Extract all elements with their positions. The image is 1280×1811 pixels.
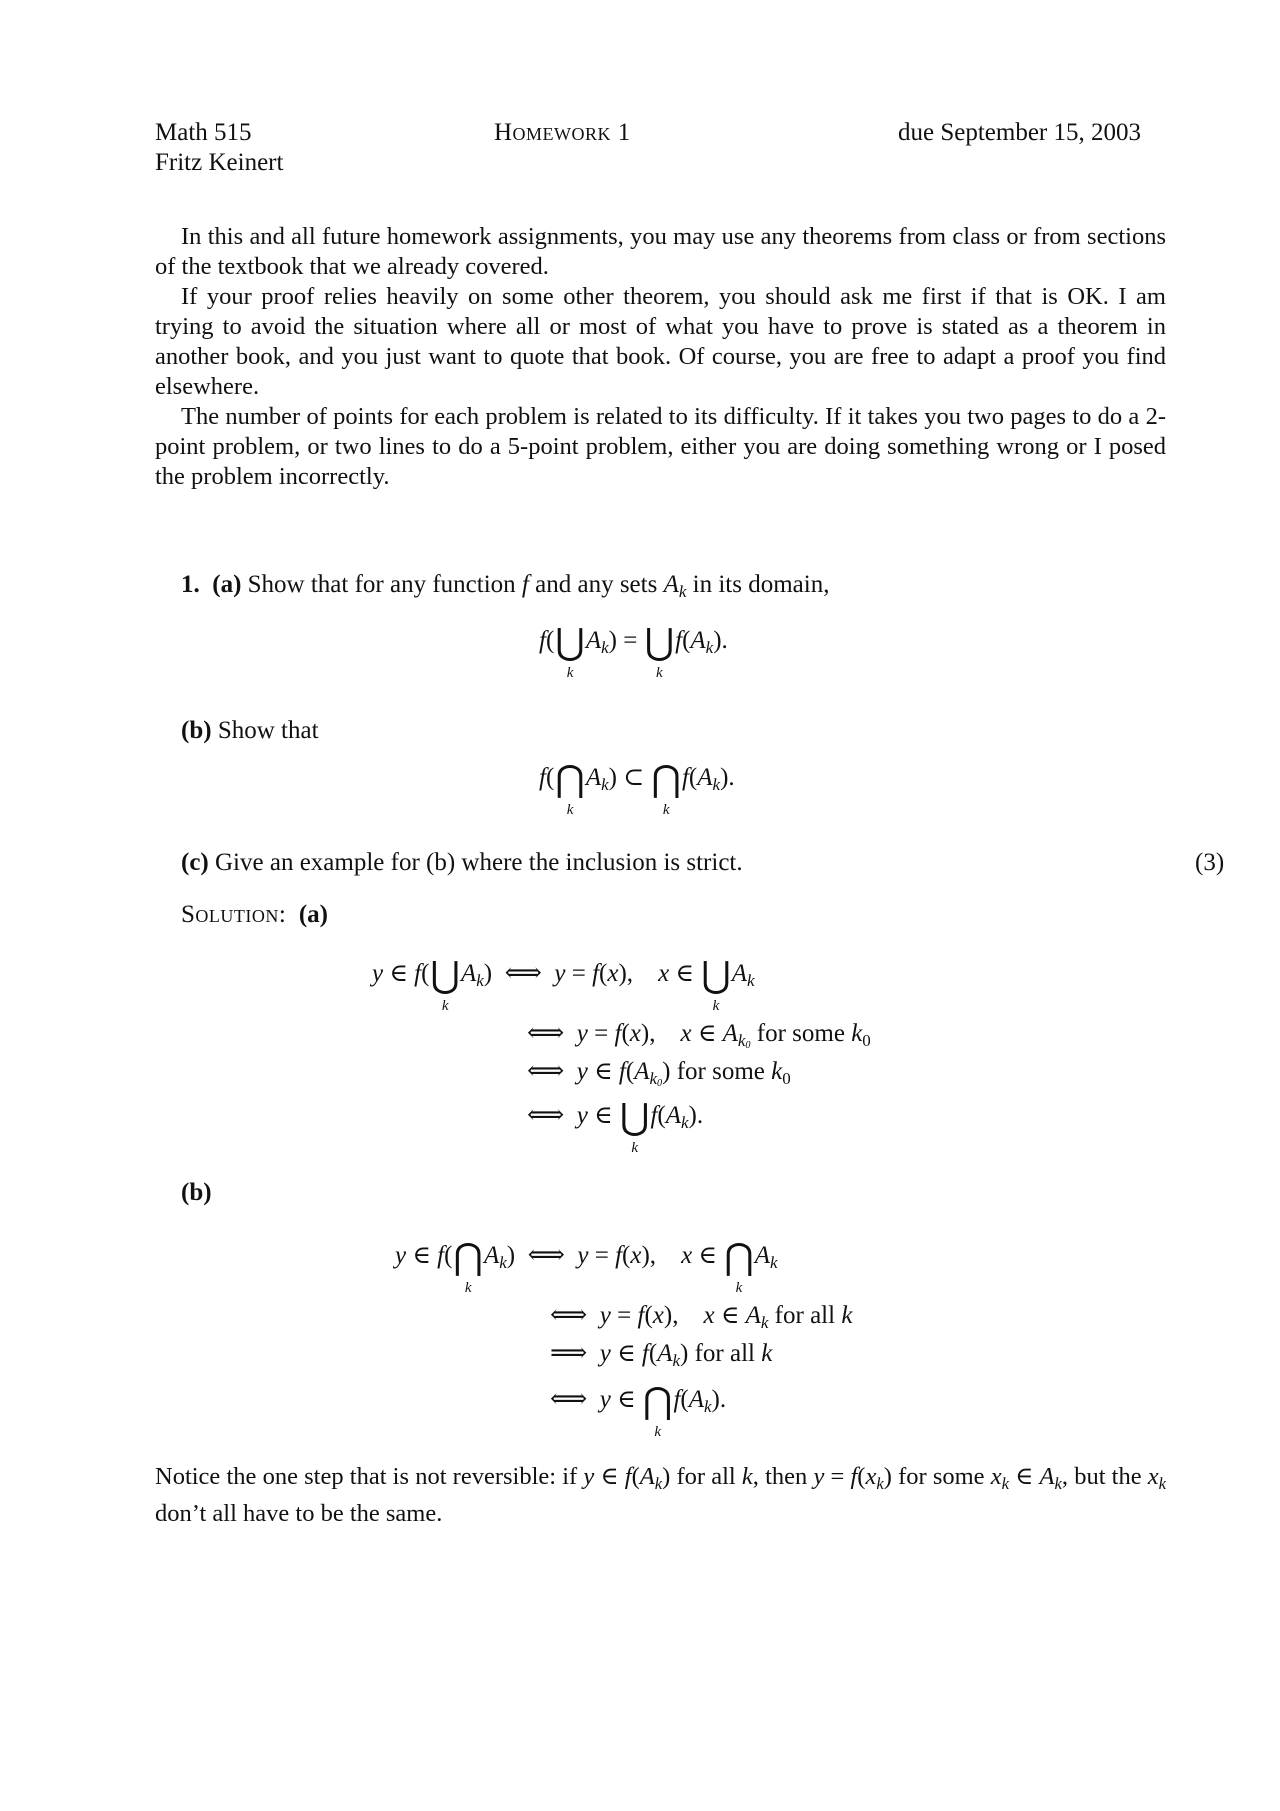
equation-union: f(⋃ k $A_k$) = ⋃ k $f(A_k)$. bbox=[539, 622, 728, 681]
intro-paragraph-2: If your proof relies heavily on some other theorem, you should ask me first if that is OK. I am trying to avoid the situation where all or most of what you have to prove is stated as a theorem in another book, and you just want to quote that book. Of course, you are free to adapt a proof you find elsewhere. bbox=[155, 283, 1166, 400]
author-name: Fritz Keinert bbox=[155, 149, 284, 176]
page-title: Homework 1 bbox=[494, 119, 631, 146]
solution-b-line-3: ⟹ y ∈ $f(A_k)$ for all k bbox=[550, 1338, 773, 1371]
due-date: due September 15, 2003 bbox=[898, 119, 1142, 146]
solution-b-label: (b) bbox=[181, 1179, 212, 1206]
equation-intersection: f(⋂ k $A_k$) ⊂ ⋂ k $f(A_k)$. bbox=[539, 759, 735, 818]
problem-1-part-a: 1. (a) Show that for any function f and any sets $A_k$ in its domain, bbox=[181, 571, 830, 602]
solution-b-line-2: ⟺ y = f(x), x ∈ $A_k$ for all k bbox=[550, 1300, 853, 1333]
solution-a-line-1: y ∈ f(⋃ k $A_k$) ⟺ y = f(x), x ∈ ⋃ k $A_k$ bbox=[372, 955, 755, 1014]
problem-1-part-b: (b) Show that bbox=[181, 717, 319, 744]
solution-b-line-4: ⟺ y ∈ ⋂ k $f(A_k)$. bbox=[550, 1381, 727, 1440]
intro-paragraph-3: The number of points for each problem is related to its difficulty. If it takes you two pages to do a 2-point problem, or two lines to do a 5-point problem, either you are doing something wrong or I posed the problem incorrectly. bbox=[155, 403, 1166, 490]
notice-paragraph: Notice the one step that is not reversible: if y ∈ $f(A_k)$ for all k, then $y = f(x_k)$ for some $x_k$ ∈ $A_k$, but the $x_k$ don’t all have to be the same. bbox=[155, 1463, 1167, 1527]
problem-points: (3) bbox=[1195, 849, 1225, 876]
course-name: Math 515 bbox=[155, 119, 252, 146]
intro-paragraph-1: In this and all future homework assignments, you may use any theorems from class or from sections of the textbook that we already covered. bbox=[155, 223, 1166, 280]
solution-label: Solution: (a) bbox=[181, 901, 328, 928]
solution-a-line-3: ⟺ y ∈ $f(A_{k0})$ for some $k_0$ bbox=[527, 1056, 791, 1090]
solution-a-line-4: ⟺ y ∈ ⋃ k $f(A_k)$. bbox=[527, 1097, 704, 1156]
solution-b-line-1: y ∈ f(⋂ k $A_k$) ⟺ y = f(x), x ∈ ⋂ k $A_k$ bbox=[395, 1237, 778, 1296]
solution-a-line-2: ⟺ y = f(x), x ∈ $A_{k0}$ for some $k_0$ bbox=[527, 1018, 871, 1052]
problem-1-part-c: (c) Give an example for (b) where the inclusion is strict. bbox=[181, 849, 743, 876]
